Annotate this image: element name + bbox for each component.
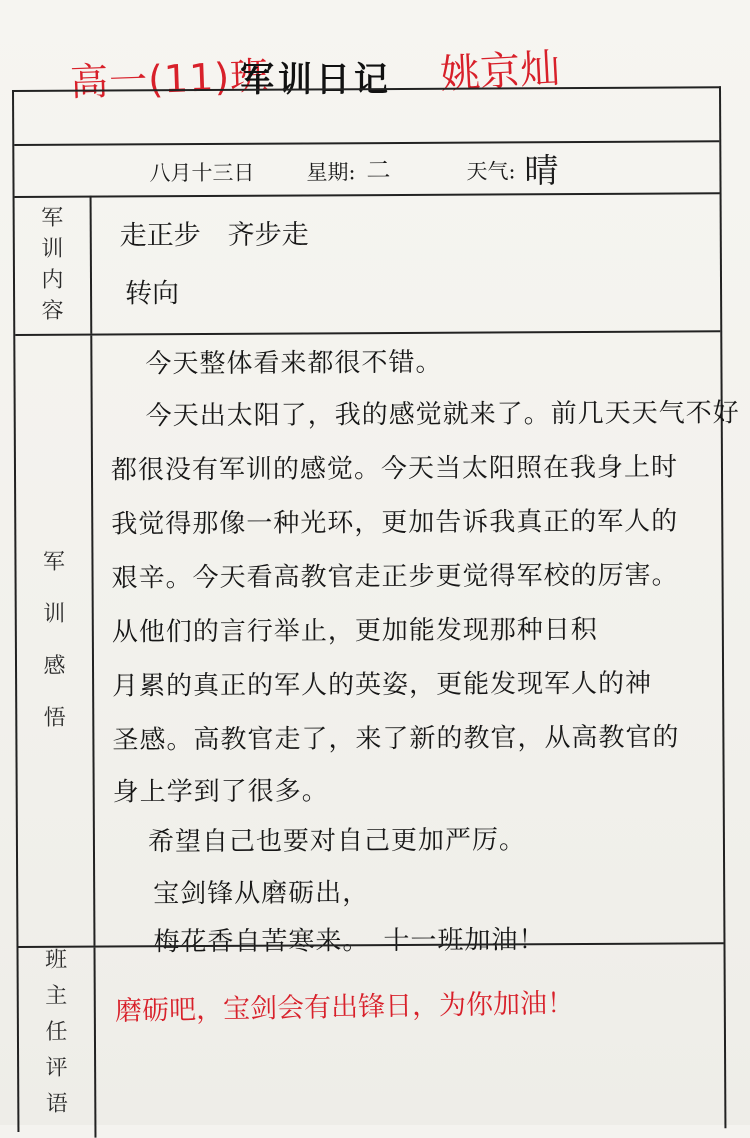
page-header — [0, 20, 750, 105]
reflection-line: 都很没有军训的感觉。今天当太阳照在我身上时 — [110, 452, 679, 486]
reflection-line: 圣感。高教官走了，来了新的教官，从高教官的 — [112, 722, 680, 756]
student-name: 姚京灿 — [439, 45, 562, 99]
reflection-line: 今天出太阳了，我的感觉就来了。前几天天气不好 — [145, 398, 740, 432]
reflection-line: 月累的真正的军人的英姿，更能发现军人的神 — [112, 668, 653, 702]
section-divider — [15, 330, 720, 336]
reflection-line: 从他们的言行举止，更加能发现那种日积 — [111, 614, 598, 648]
weekday-value: 二 — [366, 156, 391, 185]
reflection-line: 梅花香自苦寒来。 十一班加油！ — [153, 925, 546, 958]
comment-label: 班主任评语 — [44, 947, 68, 1117]
page-title: 军训日记 — [240, 60, 392, 100]
reflection-line: 今天整体看来都很不错。 — [145, 347, 443, 380]
reflection-line: 艰辛。今天看高教官走正步更觉得军校的厉害。 — [111, 560, 679, 594]
reflection-label-cell — [15, 336, 95, 946]
comment-label-cell — [18, 948, 96, 1138]
diary-table — [12, 86, 740, 1132]
weather-label: 天气: — [466, 159, 516, 184]
reflection-label: 军训感悟 — [42, 549, 66, 731]
content-label-cell — [15, 196, 93, 334]
reflection-line: 宝剑锋从磨砺出， — [153, 878, 370, 910]
weekday-label: 星期: — [306, 160, 356, 185]
reflection-line: 我觉得那像一种光环，更加告诉我真正的军人的 — [111, 506, 679, 540]
content-label: 军训内容 — [41, 205, 64, 324]
date-value: 八月十三日 — [149, 160, 255, 186]
reflection-line: 身上学到了很多。 — [112, 776, 329, 808]
class-name: 高一(11)班 — [69, 53, 270, 105]
content-line: 走正步 齐步走 — [119, 219, 309, 252]
weather-value: 晴 — [524, 151, 559, 192]
content-line: 转向 — [124, 278, 180, 310]
date-row — [14, 140, 719, 198]
reflection-line: 希望自己也要对自己更加严厉。 — [147, 825, 527, 858]
teacher-comment: 磨砺吧，宝剑会有出锋日，为你加油！ — [114, 987, 575, 1028]
